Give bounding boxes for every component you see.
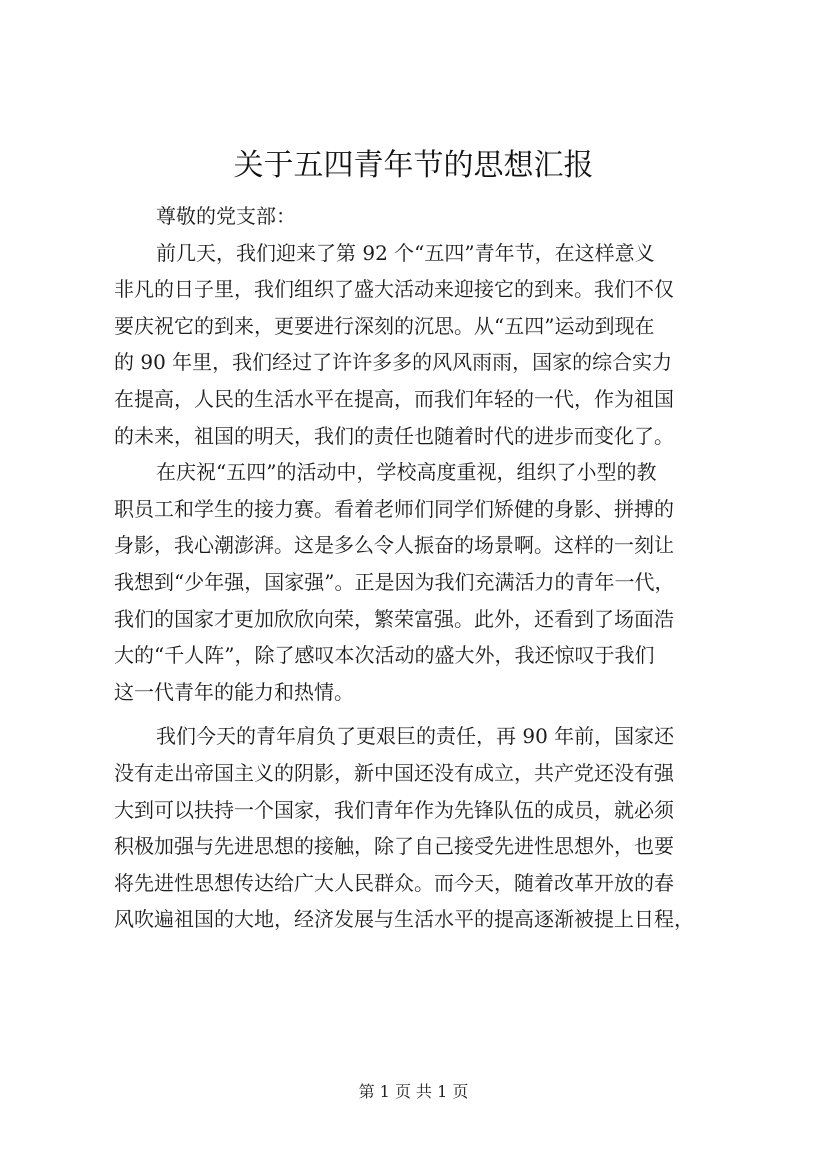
paragraph-line: 职员工和学生的接力赛。看着老师们同学们矫健的身影、拼搏的: [114, 496, 674, 521]
paragraph-line: 要庆祝它的到来，更要进行深刻的沉思。从“五四”运动到现在: [114, 313, 655, 338]
paragraph-line: 大到可以扶持一个国家，我们青年作为先锋队伍的成员，就必须: [114, 797, 674, 822]
document-title: 关于五四青年节的思想汇报: [233, 148, 594, 183]
paragraph-line: 在庆祝“五四”的活动中，学校高度重视，组织了小型的教: [156, 460, 657, 485]
paragraph-2: [114, 454, 728, 710]
paragraph-line: 大的“千人阵”，除了感叹本次活动的盛大外，我还惊叹于我们: [114, 643, 655, 668]
paragraph-line: 风吹遍祖国的大地，经济发展与生活水平的提高逐渐被提上日程，: [114, 907, 694, 932]
paragraph-line: 我们今天的青年肩负了更艰巨的责任，再 90 年前，国家还: [156, 724, 675, 749]
paragraph-line: 前几天，我们迎来了第 92 个“五四”青年节，在这样意义: [156, 240, 655, 265]
paragraph-line: 我想到“少年强，国家强”。正是因为我们充满活力的青年一代，: [114, 569, 675, 594]
paragraph-line: 这一代青年的能力和热情。: [114, 679, 354, 704]
paragraph-line: 将先进性思想传达给广大人民群众。而今天，随着改革开放的春: [114, 870, 674, 895]
paragraph-1: [114, 235, 728, 455]
salutation: 尊敬的党支部：: [156, 204, 296, 228]
paragraph-line: 身影，我心潮澎湃。这是多么令人振奋的场景啊。这样的一刻让: [114, 533, 674, 558]
paragraph-line: 没有走出帝国主义的阴影，新中国还没有成立，共产党还没有强: [114, 760, 674, 785]
paragraph-line: 在提高，人民的生活水平在提高，而我们年轻的一代，作为祖国: [114, 386, 674, 411]
paragraph-spacer: [114, 710, 728, 718]
page-footer: 第 1 页 共 1 页: [358, 1082, 469, 1101]
paragraph-line: 我们的国家才更加欣欣向荣，繁荣富强。此外，还看到了场面浩: [114, 606, 674, 631]
paragraph-line: 积极加强与先进思想的接触，除了自己接受先进性思想外，也要: [114, 834, 674, 859]
document-body: [114, 198, 728, 938]
paragraph-line: 的 90 年里，我们经过了许许多多的风风雨雨，国家的综合实力: [114, 350, 673, 375]
paragraph-line: 的未来，祖国的明天，我们的责任也随着时代的进步而变化了。: [114, 423, 674, 448]
paragraph-3: [114, 718, 728, 938]
paragraph-line: 非凡的日子里，我们组织了盛大活动来迎接它的到来。我们不仅: [114, 277, 674, 302]
